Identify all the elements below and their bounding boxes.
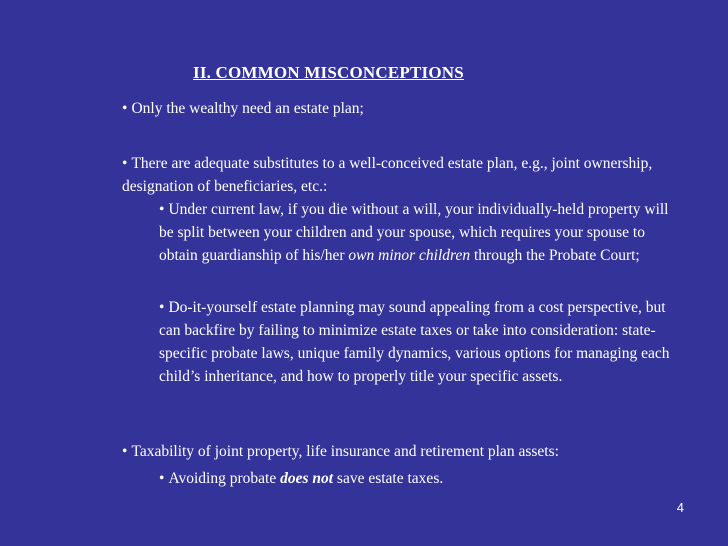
bullet-text-emphasis: does not (280, 470, 334, 487)
bullet-text: Taxability of joint property, life insurance and retirement plan assets: (131, 443, 559, 460)
bullet-wealthy (122, 97, 682, 120)
page-number: 4 (676, 500, 684, 515)
bullet-text-pre: Avoiding probate (168, 470, 281, 487)
bullet-text-pre: Under current law, if you die without a will, your individually-held property will be split between your children and your spouse, which requires your spouse to obtain guardianship of his/her (159, 201, 669, 264)
bullet-dot: • (159, 470, 165, 487)
bullet-text-emphasis: own minor children (348, 247, 471, 264)
bullet-dot: • (122, 100, 128, 117)
bullet-dot: • (159, 299, 165, 316)
bullet-text: Do-it-yourself estate planning may sound appealing from a cost perspective, but can backfire by failing to minimize estate taxes or take into consideration: state-specific probate laws, unique family dynamics, various options for managing each child’s inheritance, and how to properly title your specific assets. (159, 299, 670, 385)
slide-title: II. COMMON MISCONCEPTIONS (193, 63, 464, 82)
bullet-dot: • (122, 155, 128, 172)
bullet-dot: • (159, 201, 165, 218)
subbullet-current-law (159, 198, 684, 267)
bullet-dot: • (122, 443, 128, 460)
bullet-text-post: save estate taxes. (333, 470, 444, 487)
subbullet-avoiding-probate (159, 467, 684, 490)
bullet-text-post: through the Probate Court; (470, 247, 640, 264)
bullet-substitutes (122, 152, 662, 198)
bullet-taxability (122, 440, 682, 463)
bullet-text: There are adequate substitutes to a well-conceived estate plan, e.g., joint ownership, designation of beneficiaries, etc.: (122, 155, 653, 195)
subbullet-diy-planning (159, 296, 684, 388)
bullet-text: Only the wealthy need an estate plan; (131, 100, 364, 117)
